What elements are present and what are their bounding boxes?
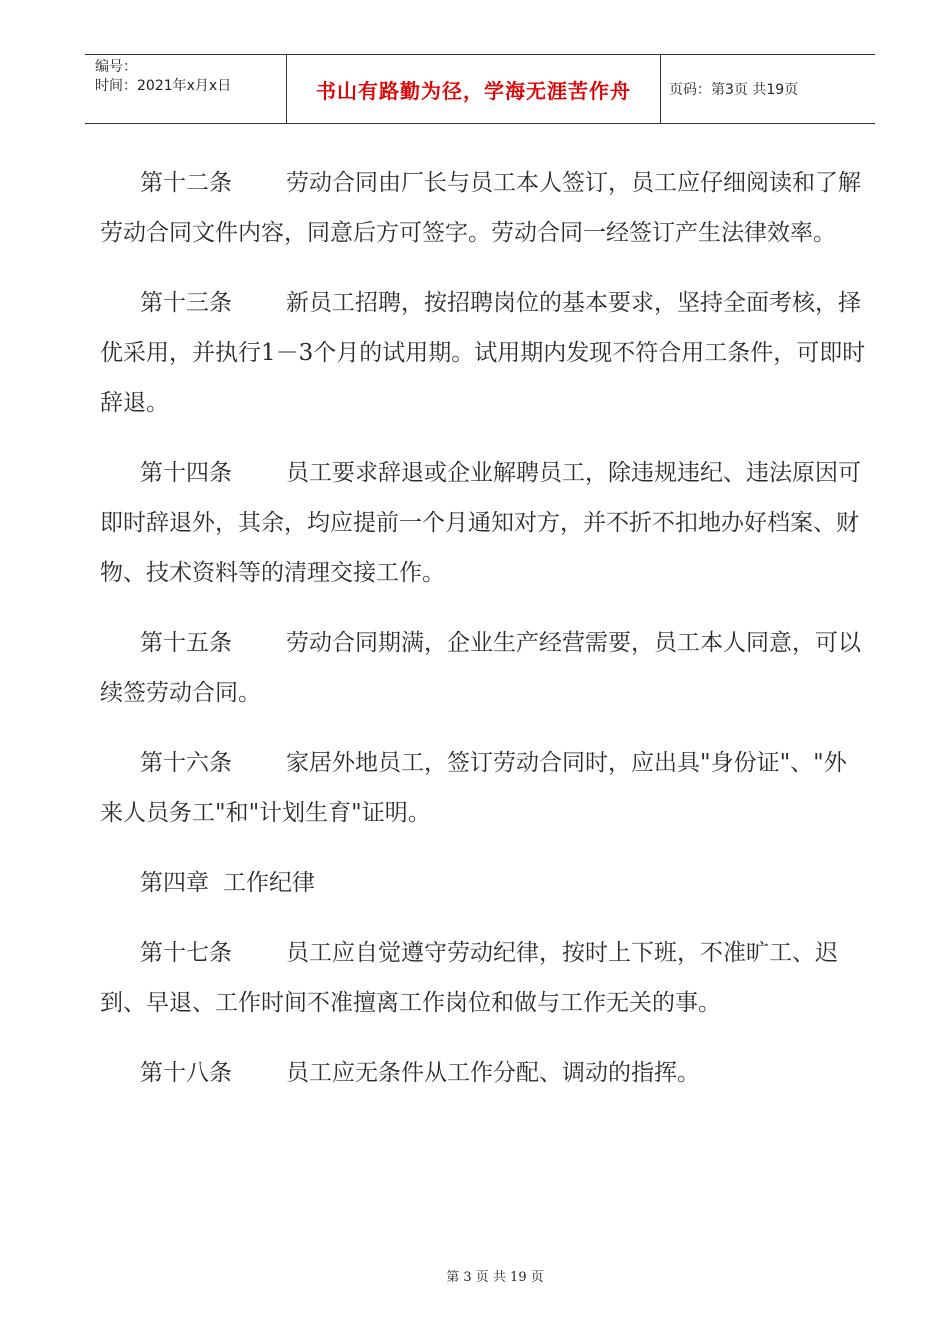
- article-number: 第十四条: [140, 460, 232, 486]
- header-page-info: 页码：第3页 共19页: [669, 82, 799, 98]
- number-label: 编号：: [95, 59, 137, 75]
- chapter-number: 第四章: [140, 870, 209, 896]
- article-15: [100, 618, 868, 718]
- article-text: 劳动合同期满，企业生产经营需要，员工本人同意，可以续签劳动合同。: [100, 630, 861, 706]
- time-label: 时间：2021年x月x日: [95, 78, 232, 94]
- header-motto: 书山有路勤为径，学海无涯苦作舟: [287, 55, 661, 123]
- article-text: 新员工招聘，按招聘岗位的基本要求，坚持全面考核，择优采用，并执行1－3个月的试用期。试用期内发现不符合用工条件，可即时辞退。: [100, 290, 866, 416]
- article-number: 第十五条: [140, 630, 232, 656]
- article-number: 第十三条: [140, 290, 232, 316]
- article-13: [100, 278, 868, 428]
- chapter-heading: [100, 858, 868, 908]
- article-14: [100, 448, 868, 598]
- page-header: [85, 54, 875, 124]
- chapter-title: 工作纪律: [223, 870, 315, 896]
- header-meta: [85, 55, 287, 123]
- article-12: [100, 158, 868, 258]
- article-number: 第十二条: [140, 170, 232, 196]
- article-18: [100, 1048, 868, 1098]
- article-number: 第十八条: [140, 1060, 232, 1086]
- article-text: 员工要求辞退或企业解聘员工，除违规违纪、违法原因可即时辞退外，其余，均应提前一个月通知对方，并不折不扣地办好档案、财物、技术资料等的清理交接工作。: [100, 460, 861, 586]
- document-body: [100, 158, 868, 1118]
- article-number: 第十六条: [140, 750, 232, 776]
- article-text: 家居外地员工，签订劳动合同时，应出具"身份证"、"外来人员务工"和"计划生育"证明。: [100, 750, 847, 826]
- article-text: 员工应无条件从工作分配、调动的指挥。: [286, 1060, 700, 1086]
- article-16: [100, 738, 868, 838]
- article-number: 第十七条: [140, 940, 232, 966]
- article-text: 劳动合同由厂长与员工本人签订，员工应仔细阅读和了解劳动合同文件内容，同意后方可签字。劳动合同一经签订产生法律效率。: [100, 170, 861, 246]
- page-footer: 第 3 页 共 19 页: [446, 1270, 544, 1285]
- article-text: 员工应自觉遵守劳动纪律，按时上下班，不准旷工、迟到、早退、工作时间不准擅离工作岗位和做与工作无关的事。: [100, 940, 838, 1016]
- article-17: [100, 928, 868, 1028]
